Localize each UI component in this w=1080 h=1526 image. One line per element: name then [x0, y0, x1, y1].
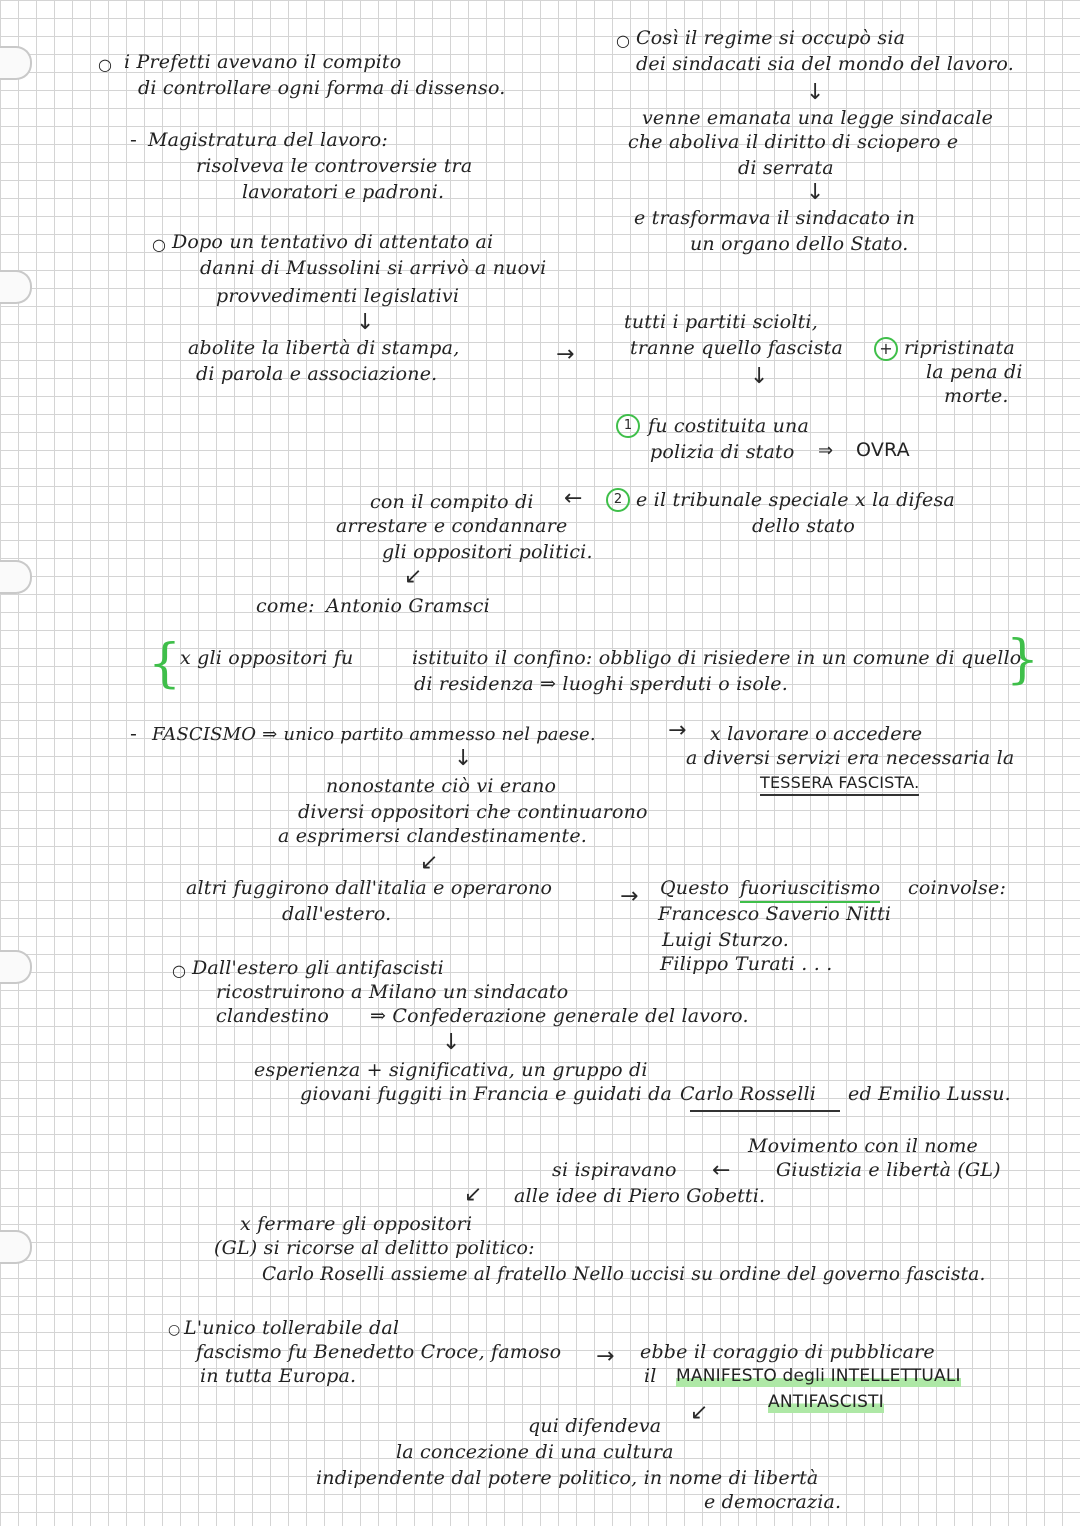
pena-line-2: la pena di — [926, 361, 1023, 383]
arrow-down-left-icon: ↙ — [690, 1400, 709, 1425]
bullet-circle: ○ — [168, 1322, 181, 1338]
fermare-line-3: Carlo Roselli assieme al fratello Nello uccisi su ordine del governo fascista. — [262, 1264, 986, 1285]
left-brace-icon: { — [148, 634, 182, 694]
cosi-line-2: dei sindacati sia del mondo del lavoro. — [636, 53, 1014, 75]
magistratura-title: Magistratura del lavoro: — [148, 129, 388, 151]
manifesto-line-2a: il — [644, 1365, 657, 1387]
abolite-line-2: di parola e associazione. — [196, 363, 438, 385]
right-brace-icon: } — [1006, 630, 1040, 690]
tribunale-line-1: e il tribunale speciale x la difesa — [636, 489, 955, 511]
tessera-fascista: TESSERA FASCISTA. — [760, 772, 919, 796]
magistratura-line-3: lavoratori e padroni. — [242, 181, 445, 203]
esperienza-lussu: ed Emilio Lussu. — [848, 1083, 1011, 1105]
pena-line-3: morte. — [944, 385, 1009, 407]
arrow-down-icon: ↓ — [356, 310, 375, 335]
binder-hole — [0, 46, 32, 80]
arrow-down-left-icon: ↙ — [420, 850, 439, 875]
partiti-line-1: tutti i partiti sciolti, — [624, 311, 818, 333]
arrow-right-icon: → — [556, 342, 575, 367]
double-arrow-icon: ⇒ — [818, 440, 834, 461]
legge-line-3: di serrata — [738, 157, 834, 179]
nonostante-line-1: nonostante ciò vi erano — [326, 775, 557, 797]
fuoriuscitismo-line-1a: Questo — [660, 877, 730, 899]
magistratura-line-2: risolveva le controversie tra — [196, 155, 473, 177]
difendeva-line-4: e democrazia. — [704, 1491, 842, 1513]
attentato-line-2: danni di Mussolini si arrivò a nuovi — [200, 257, 547, 279]
arrow-down-icon: ↓ — [442, 1030, 461, 1055]
altri-line-1: altri fuggirono dall'italia e operarono — [186, 877, 553, 899]
compito-line-3: gli oppositori politici. — [382, 541, 593, 563]
esperienza-rosselli: Carlo Rosselli — [680, 1083, 817, 1105]
nonostante-line-3: a esprimersi clandestinamente. — [278, 825, 588, 847]
tessera-line-2: a diversi servizi era necessaria la — [686, 747, 1015, 769]
legge-line-1: venne emanata una legge sindacale — [642, 107, 994, 129]
polizia-line-1: fu costituita una — [648, 415, 810, 437]
trasforma-line-2: un organo dello Stato. — [690, 233, 909, 255]
croce-line-2: fascismo fu Benedetto Croce, famoso — [196, 1341, 562, 1363]
fuoriuscitismo-word: fuoriuscitismo — [740, 876, 880, 903]
binder-hole — [0, 950, 32, 984]
difendeva-line-3: indipendente dal potere politico, in nome di libertà — [316, 1467, 819, 1489]
altri-line-2: dall'estero. — [282, 903, 392, 925]
bullet-circle: ○ — [172, 961, 187, 980]
gramsci-name: Antonio Gramsci — [326, 595, 490, 617]
estero-line-1: Dall'estero gli antifascisti — [192, 957, 444, 979]
arrow-down-left-icon: ↙ — [404, 564, 423, 589]
fuoriuscitismo-nitti: Francesco Saverio Nitti — [658, 903, 892, 925]
binder-hole — [0, 270, 32, 304]
croce-line-1: L'unico tollerabile dal — [184, 1317, 400, 1339]
partiti-line-2: tranne quello fascista — [630, 337, 844, 359]
bullet-circle: ○ — [152, 235, 167, 254]
arrow-right-icon: → — [596, 1344, 615, 1369]
manifesto-antifascisti: ANTIFASCISTI — [768, 1390, 884, 1415]
pena-line-1: ripristinata — [904, 337, 1015, 359]
polizia-line-2: polizia di stato — [650, 441, 795, 463]
dash-bullet: - — [130, 129, 138, 151]
nonostante-line-2: diversi oppositori che continuarono — [298, 801, 648, 823]
attentato-line-1: Dopo un tentativo di attentato ai — [172, 231, 494, 253]
confino-line-1a: x gli oppositori fu — [180, 647, 354, 669]
tribunale-line-2: dello stato — [752, 515, 856, 537]
estero-line-2: ricostruirono a Milano un sindacato — [216, 981, 569, 1003]
confino-line-2: di residenza ⇒ luoghi sperduti o isole. — [414, 673, 788, 695]
manifesto-line-1: ebbe il coraggio di pubblicare — [640, 1341, 935, 1363]
cosi-line-1: Così il regime si occupò sia — [636, 27, 906, 49]
arrow-right-icon: → — [620, 884, 639, 909]
arrow-right-icon: → — [668, 718, 687, 743]
binder-hole — [0, 560, 32, 594]
prefetti-line-1: i Prefetti avevano il compito — [124, 51, 402, 73]
bullet-circle: ○ — [616, 31, 631, 50]
confederazione-line: ⇒ Confederazione generale del lavoro. — [370, 1005, 749, 1027]
prefetti-line-2: di controllare ogni forma di dissenso. — [138, 77, 506, 99]
fascismo-head: FASCISMO ⇒ unico partito ammesso nel paese. — [152, 724, 596, 745]
confino-line-1b: istituito il confino: obbligo di risiedere in un comune di quello — [412, 647, 1022, 669]
fermare-line-2: (GL) si ricorse al delitto politico: — [214, 1237, 535, 1259]
manifesto-title: MANIFESTO degli INTELLETTUALI — [676, 1364, 961, 1389]
arrow-down-icon: ↓ — [750, 364, 769, 389]
fuoriuscitismo-sturzo: Luigi Sturzo. — [662, 929, 789, 951]
legge-line-2: che aboliva il diritto di sciopero e — [628, 131, 959, 153]
difendeva-line-2: la concezione di una cultura — [396, 1441, 674, 1463]
compito-line-2: arrestare e condannare — [336, 515, 568, 537]
croce-line-3: in tutta Europa. — [200, 1365, 357, 1387]
ovra-label: OVRA — [856, 439, 910, 461]
ispiravano-line-2: alle idee di Piero Gobetti. — [514, 1185, 766, 1207]
movimento-line-2: Giustizia e libertà (GL) — [776, 1159, 1001, 1181]
fuoriuscitismo-line-1c: coinvolse: — [908, 877, 1007, 899]
fuoriuscitismo-turati: Filippo Turati . . . — [660, 953, 833, 975]
ispiravano-line-1: si ispiravano — [552, 1159, 677, 1181]
dash-bullet: - — [130, 723, 138, 745]
underline-stroke — [690, 1110, 840, 1112]
tessera-line-1: x lavorare o accedere — [710, 723, 923, 745]
number-one-circle: 1 — [616, 414, 640, 438]
arrow-down-icon: ↓ — [454, 746, 473, 771]
arrow-down-icon: ↓ — [806, 180, 825, 205]
movimento-line-1: Movimento con il nome — [748, 1135, 979, 1157]
plus-circle-icon: + — [874, 337, 898, 361]
esperienza-line-2a: giovani fuggiti in Francia e guidati da — [300, 1083, 673, 1105]
number-two-circle: 2 — [606, 488, 630, 512]
arrow-left-icon: ← — [564, 486, 583, 511]
attentato-line-3: provvedimenti legislativi — [216, 285, 460, 307]
arrow-left-icon: ← — [712, 1158, 731, 1183]
esperienza-line-1: esperienza + significativa, un gruppo di — [254, 1059, 648, 1081]
abolite-line-1: abolite la libertà di stampa, — [188, 337, 460, 359]
bullet-circle: ○ — [98, 55, 113, 74]
binder-hole — [0, 1230, 32, 1264]
compito-line-1: con il compito di — [370, 491, 534, 513]
fermare-line-1: x fermare gli oppositori — [240, 1213, 473, 1235]
arrow-down-icon: ↓ — [806, 80, 825, 105]
gramsci-label: come: — [256, 595, 315, 617]
estero-line-3a: clandestino — [216, 1005, 330, 1027]
difendeva-line-1: qui difendeva — [528, 1415, 662, 1437]
trasforma-line-1: e trasformava il sindacato in — [634, 207, 916, 229]
arrow-down-left-icon: ↙ — [464, 1182, 483, 1207]
